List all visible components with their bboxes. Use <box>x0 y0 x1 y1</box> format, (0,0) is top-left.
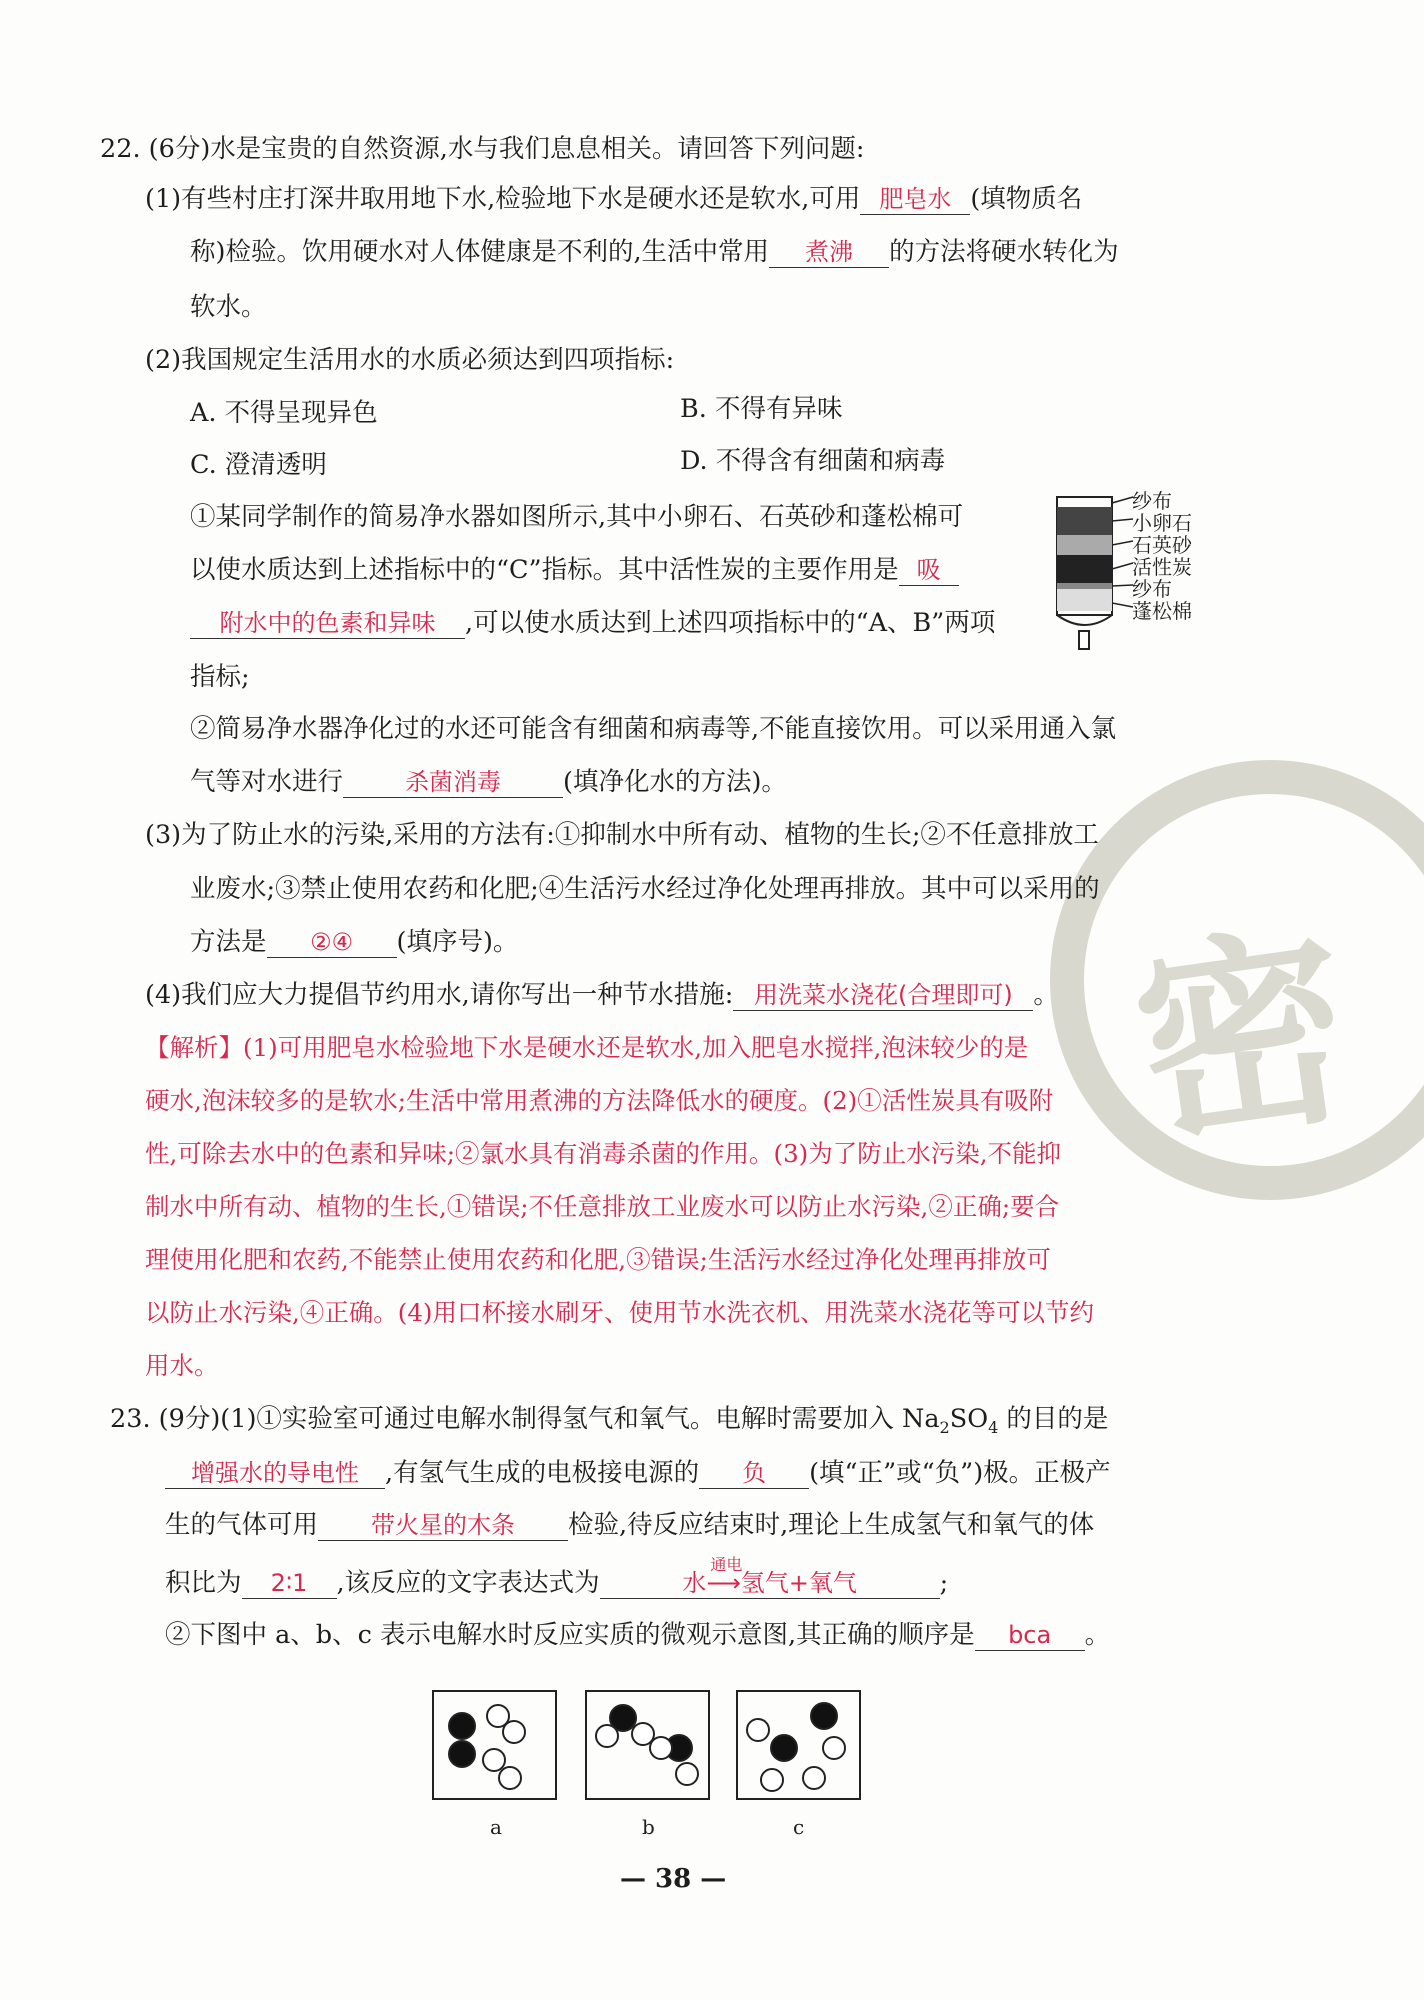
option-d: D. 不得含有细菌和病毒 <box>680 446 946 476</box>
q22-part4: (4)我们应大力提倡节约用水,请你写出一种节水措施: 用洗菜水浇花(合理即可) 。 <box>145 980 1059 1010</box>
filter-labels <box>1132 490 1192 622</box>
answer-blank: 杀菌消毒 <box>343 767 563 798</box>
hydrogen-atom <box>595 1724 619 1748</box>
q23-line5: ②下图中 a、b、c 表示电解水时反应实质的微观示意图,其正确的顺序是 bca 。 <box>165 1620 1111 1650</box>
oxygen-atom <box>448 1712 476 1740</box>
answer-blank: 肥皂水 <box>860 184 970 215</box>
q22-part1-line1: (1)有些村庄打深井取用地下水,检验地下水是硬水还是软水,可用 肥皂水 (填物质名 <box>145 184 1083 214</box>
hydrogen-atom <box>802 1766 826 1790</box>
option-a: A. 不得呈现异色 <box>190 398 378 428</box>
q23-line2: 增强水的导电性 ,有氢气生成的电极接电源的 负 (填“正”或“负”)极。正极产 <box>165 1456 1111 1490</box>
seal-stamp-char: 密 <box>1121 902 1364 1175</box>
filter-label: 活性炭 <box>1132 555 1192 579</box>
explanation-line: 用水。 <box>145 1351 219 1380</box>
filter-label: 蓬松棉 <box>1132 599 1192 623</box>
q22-sub2-line1: ②简易净水器净化过的水还可能含有细菌和病毒等,不能直接饮用。可以采用通入氯 <box>190 714 1117 744</box>
q22-part3-line1: (3)为了防止水的污染,采用的方法有:①抑制水中所有动、植物的生长;②不任意排放工 <box>145 820 1099 850</box>
hydrogen-atom <box>502 1720 526 1744</box>
diagram-c <box>736 1690 861 1800</box>
option-c: C. 澄清透明 <box>190 450 327 480</box>
diagram-label-c: c <box>793 1815 805 1839</box>
q22-sub1-line3: 附水中的色素和异味 ,可以使水质达到上述四项指标中的“A、B”两项 <box>190 606 995 640</box>
answer-blank: 煮沸 <box>769 237 889 268</box>
q23-heading: 23. (9分)(1)①实验室可通过电解水制得氢气和氧气。电解时需要加入 $Na_2SO_4$ 的目的是 <box>110 1404 1109 1437</box>
oxygen-atom <box>810 1702 838 1730</box>
filter-label: 石英砂 <box>1132 533 1192 557</box>
q23-line4: 积比为 2∶1 ,该反应的文字表达式为 水 通电 ⟶氢气+氧气 ; <box>165 1555 949 1598</box>
explanation-line: 以防止水污染,④正确。(4)用口杯接水刷牙、使用节水洗衣机、用洗菜水浇花等可以节约 <box>145 1298 1094 1327</box>
explanation-line: 制水中所有动、植物的生长,①错误;不任意排放工业废水可以防止水污染,②正确;要合 <box>145 1192 1060 1221</box>
q22-sub2-line2: 气等对水进行 杀菌消毒 (填净化水的方法)。 <box>190 767 787 797</box>
q22-part3-line2: 业废水;③禁止使用农药和化肥;④生活污水经过净化处理再排放。其中可以采用的 <box>190 874 1100 904</box>
q22-part1-line3: 软水。 <box>190 292 267 322</box>
filter-label: 小卵石 <box>1132 511 1192 535</box>
activated-carbon-layer <box>1057 555 1112 583</box>
oxygen-atom <box>770 1734 798 1762</box>
hydrogen-atom <box>760 1768 784 1792</box>
hydrogen-atom <box>675 1762 699 1786</box>
answer-blank: 负 <box>699 1458 809 1489</box>
filter-label: 纱布 <box>1132 489 1172 513</box>
pebble-layer <box>1057 507 1112 535</box>
equation-blank: 水 通电 ⟶氢气+氧气 <box>600 1568 940 1599</box>
answer-blank: 带火星的木条 <box>318 1510 568 1541</box>
explanation-line: 理使用化肥和农药,不能禁止使用农药和化肥,③错误;生活污水经过净化处理再排放可 <box>145 1245 1051 1274</box>
q22-sub1-line4: 指标; <box>190 662 250 692</box>
answer-blank: 2∶1 <box>242 1568 337 1599</box>
outlet <box>1079 631 1089 649</box>
oxygen-atom <box>448 1740 476 1768</box>
answer-blank: ②④ <box>267 927 397 958</box>
cotton-layer <box>1057 589 1112 611</box>
answer-blank: 用洗菜水浇花(合理即可) <box>733 980 1033 1011</box>
q22-part2-heading: (2)我国规定生活用水的水质必须达到四项指标: <box>145 345 675 375</box>
filter-label: 纱布 <box>1132 577 1172 601</box>
diagram-label-b: b <box>642 1815 655 1839</box>
q22-heading: 22. (6分)水是宝贵的自然资源,水与我们息息相关。请回答下列问题: <box>100 134 865 164</box>
q22-part1-line2: 称)检验。饮用硬水对人体健康是不利的,生活中常用 煮沸 的方法将硬水转化为 <box>190 237 1119 267</box>
option-b: B. 不得有异味 <box>680 394 843 424</box>
gauze-layer <box>1057 583 1112 589</box>
q22-sub1-line1: ①某同学制作的简易净水器如图所示,其中小卵石、石英砂和蓬松棉可 <box>190 502 964 532</box>
explanation-line: 硬水,泡沫较多的是软水;生活中常用煮沸的方法降低水的硬度。(2)①活性炭具有吸附 <box>145 1086 1054 1115</box>
diagram-a <box>432 1690 557 1800</box>
hydrogen-atom <box>822 1736 846 1760</box>
quartz-sand-layer <box>1057 535 1112 555</box>
page-number: — 38 — <box>620 1864 727 1894</box>
explanation-line: 性,可除去水中的色素和异味;②氯水具有消毒杀菌的作用。(3)为了防止水污染,不能抑 <box>145 1139 1062 1168</box>
q23-line3: 生的气体可用 带火星的木条 检验,待反应结束时,理论上生成氢气和氧气的体 <box>165 1510 1095 1540</box>
answer-blank: 附水中的色素和异味 <box>190 608 465 639</box>
hydrogen-atom <box>746 1718 770 1742</box>
q22-sub1-line2: 以使水质达到上述指标中的“C”指标。其中活性炭的主要作用是 吸 <box>190 553 959 587</box>
answer-blank: 吸 <box>899 555 959 586</box>
answer-blank: bca <box>975 1620 1085 1651</box>
explanation-line: 【解析】(1)可用肥皂水检验地下水是硬水还是软水,加入肥皂水搅拌,泡沫较少的是 <box>145 1033 1029 1062</box>
hydrogen-atom <box>498 1766 522 1790</box>
diagram-label-a: a <box>490 1815 502 1839</box>
diagram-b <box>585 1690 710 1800</box>
q22-part3-line3: 方法是 ②④ (填序号)。 <box>190 927 519 957</box>
hydrogen-atom <box>649 1736 673 1760</box>
answer-blank: 增强水的导电性 <box>165 1458 385 1489</box>
